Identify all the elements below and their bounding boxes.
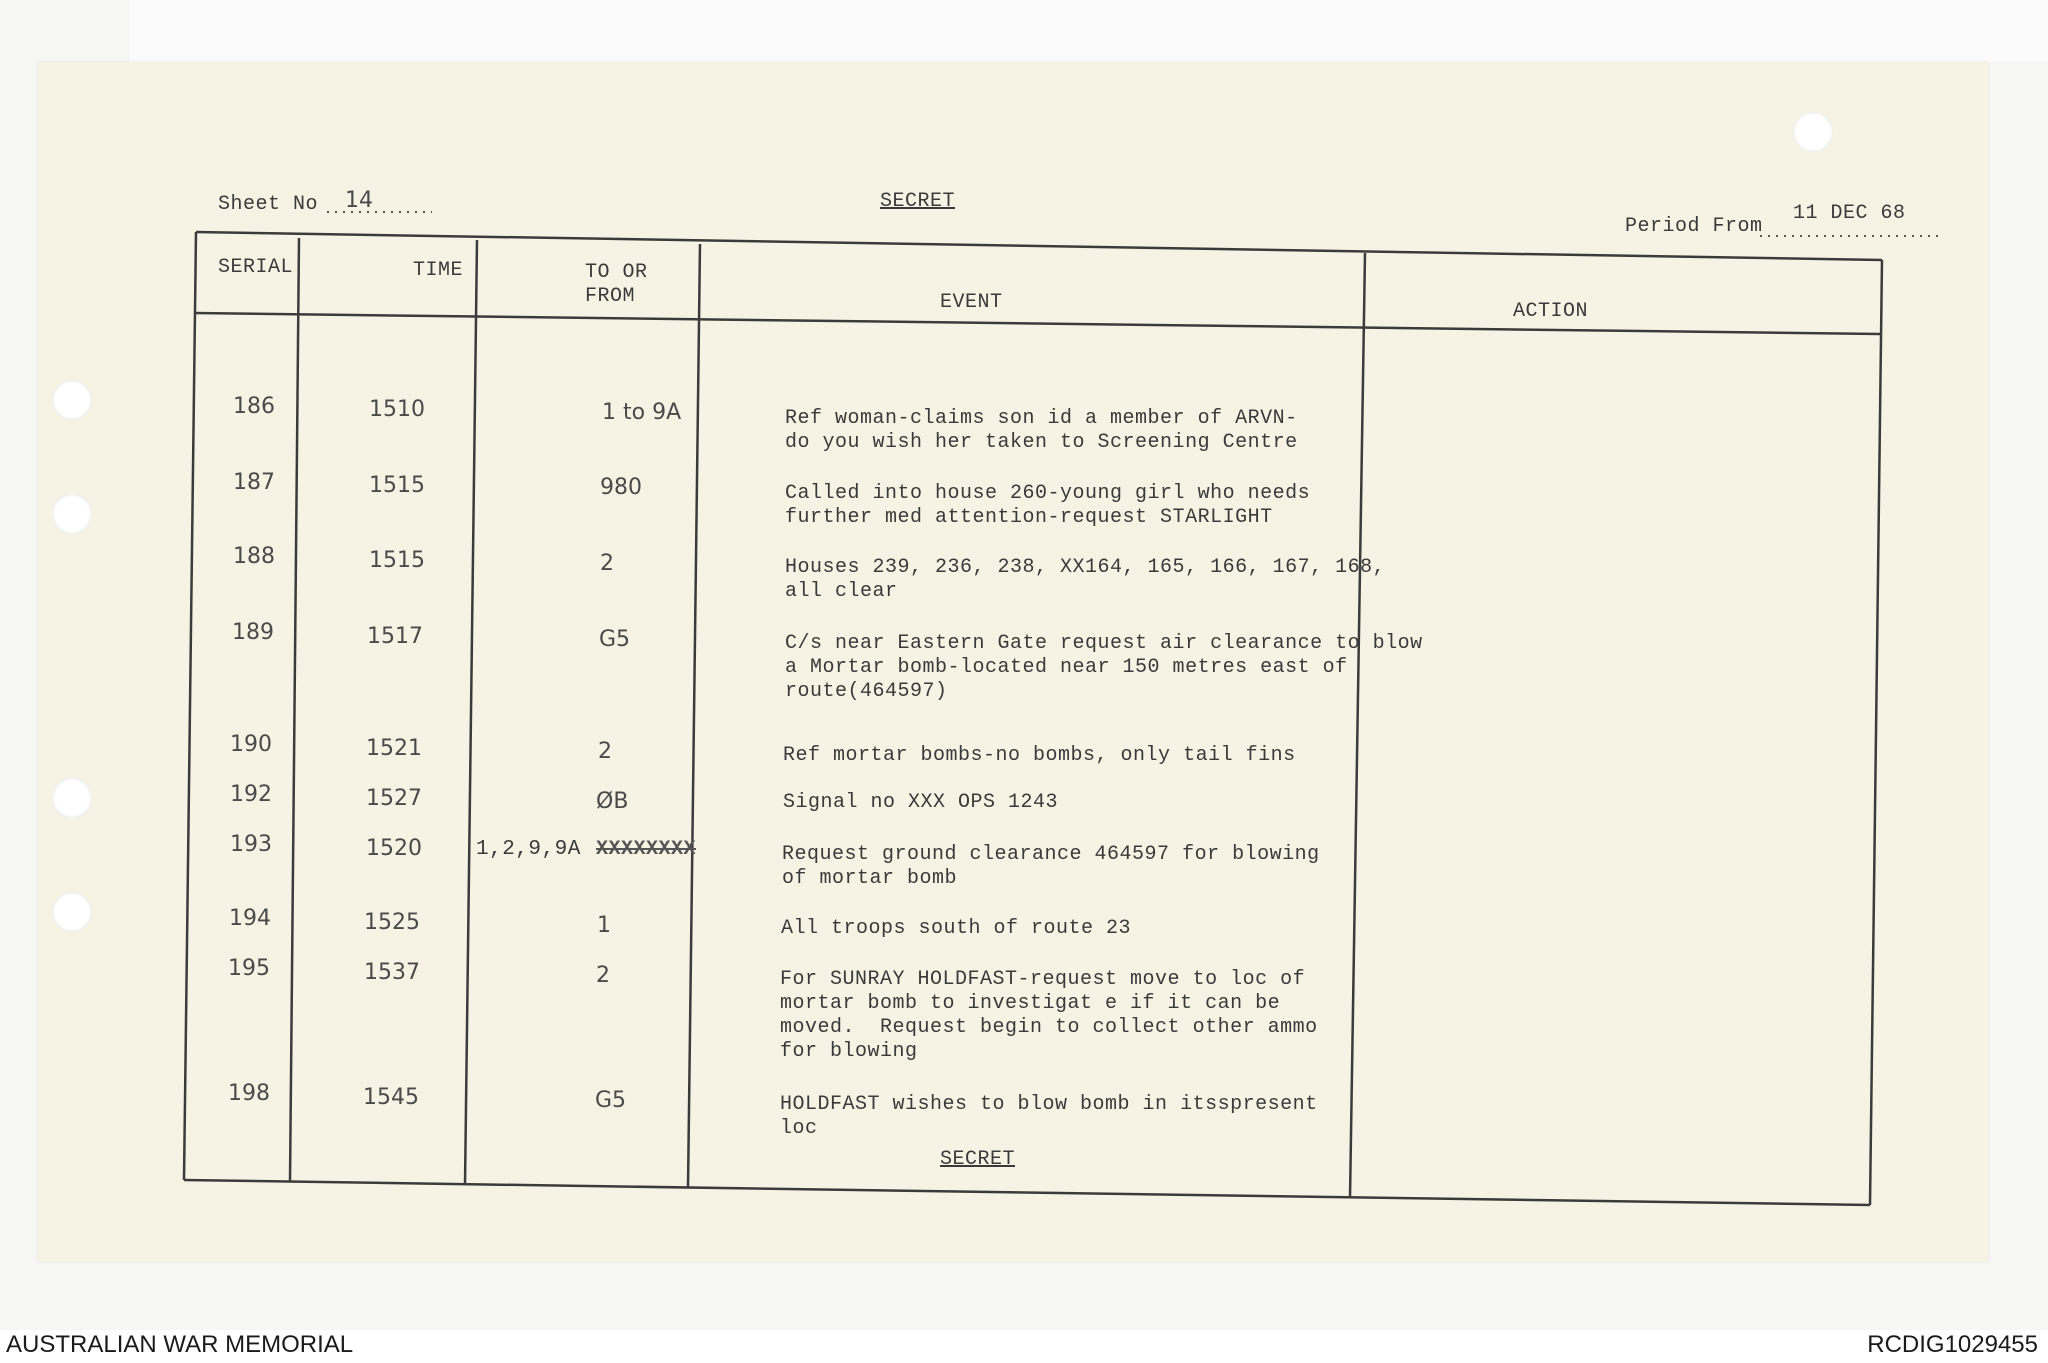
row-time: 1537	[364, 960, 420, 985]
row-to-from: 2	[600, 551, 614, 576]
sheet-number-value: 14	[345, 188, 373, 213]
row-event: Request ground clearance 464597 for blowing of mortar bomb	[782, 843, 1320, 890]
row-serial: 195	[228, 956, 270, 981]
row-event: For SUNRAY HOLDFAST-request move to loc of mortar bomb to investigat e if it can be moved. Request begin to collect other ammo for blowing	[780, 968, 1318, 1063]
column-header-to-or-from: TO OR FROM	[585, 261, 648, 308]
row-time: 1517	[367, 624, 423, 649]
row-time: 1527	[366, 786, 422, 811]
classification-bottom: SECRET	[940, 1148, 1016, 1171]
period-from-label: Period From	[1625, 215, 1763, 238]
classification-top: SECRET	[880, 190, 956, 213]
row-to-from: G5	[595, 1088, 627, 1113]
column-header-time: TIME	[413, 259, 464, 282]
archive-footer	[0, 1330, 2048, 1363]
row-to-from: 1	[597, 913, 611, 938]
row-to-from: ØB	[596, 789, 629, 814]
column-header-action: ACTION	[1513, 300, 1589, 323]
row-time: 1520	[366, 836, 422, 861]
row-event: All troops south of route 23	[781, 917, 1132, 940]
sheet-number-label: Sheet No	[218, 193, 319, 216]
row-time: 1525	[364, 910, 420, 935]
row-serial: 186	[233, 394, 275, 419]
row-time: 1545	[363, 1085, 419, 1110]
row-time: 1515	[369, 473, 425, 498]
column-header-event: EVENT	[940, 291, 1003, 314]
period-from-value: 11 DEC 68	[1793, 202, 1906, 225]
row-to-from: 1,2,9,9A	[476, 838, 581, 861]
row-serial: 193	[230, 832, 272, 857]
row-serial: 189	[232, 620, 274, 645]
column-header-serial: SERIAL	[218, 256, 294, 279]
row-to-from: 980	[600, 475, 642, 500]
row-event: HOLDFAST wishes to blow bomb in itsspresent loc	[780, 1093, 1318, 1140]
row-event: C/s near Eastern Gate request air clearance to blow a Mortar bomb-located near 150 metres east of route(464597)	[785, 632, 1423, 703]
row-event: Signal no XXX OPS 1243	[783, 791, 1059, 814]
archive-credit: AUSTRALIAN WAR MEMORIAL	[6, 1331, 354, 1358]
struck-out-text: XXXXXXXX	[596, 838, 697, 861]
row-serial: 187	[233, 470, 275, 495]
row-event: Ref mortar bombs-no bombs, only tail fins	[783, 744, 1296, 767]
row-serial: 192	[230, 782, 272, 807]
row-to-from: G5	[599, 627, 631, 652]
row-serial: 188	[233, 544, 275, 569]
row-to-from: 2	[598, 739, 612, 764]
row-serial: 198	[228, 1081, 270, 1106]
row-event: Ref woman-claims son id a member of ARVN- do you wish her taken to Screening Centre	[785, 407, 1298, 454]
row-time: 1521	[366, 736, 422, 761]
row-event: Houses 239, 236, 238, XX164, 165, 166, 167, 168, all clear	[785, 556, 1386, 603]
row-event: Called into house 260-young girl who needs further med attention-request STARLIGHT	[785, 482, 1311, 529]
row-time: 1515	[369, 548, 425, 573]
row-serial: 190	[230, 732, 272, 757]
row-time: 1510	[369, 397, 425, 422]
row-to-from: 2	[596, 963, 610, 988]
archive-reference: RCDIG1029455	[1867, 1331, 2038, 1358]
row-serial: 194	[229, 906, 271, 931]
row-to-from: 1 to 9A	[602, 400, 682, 425]
